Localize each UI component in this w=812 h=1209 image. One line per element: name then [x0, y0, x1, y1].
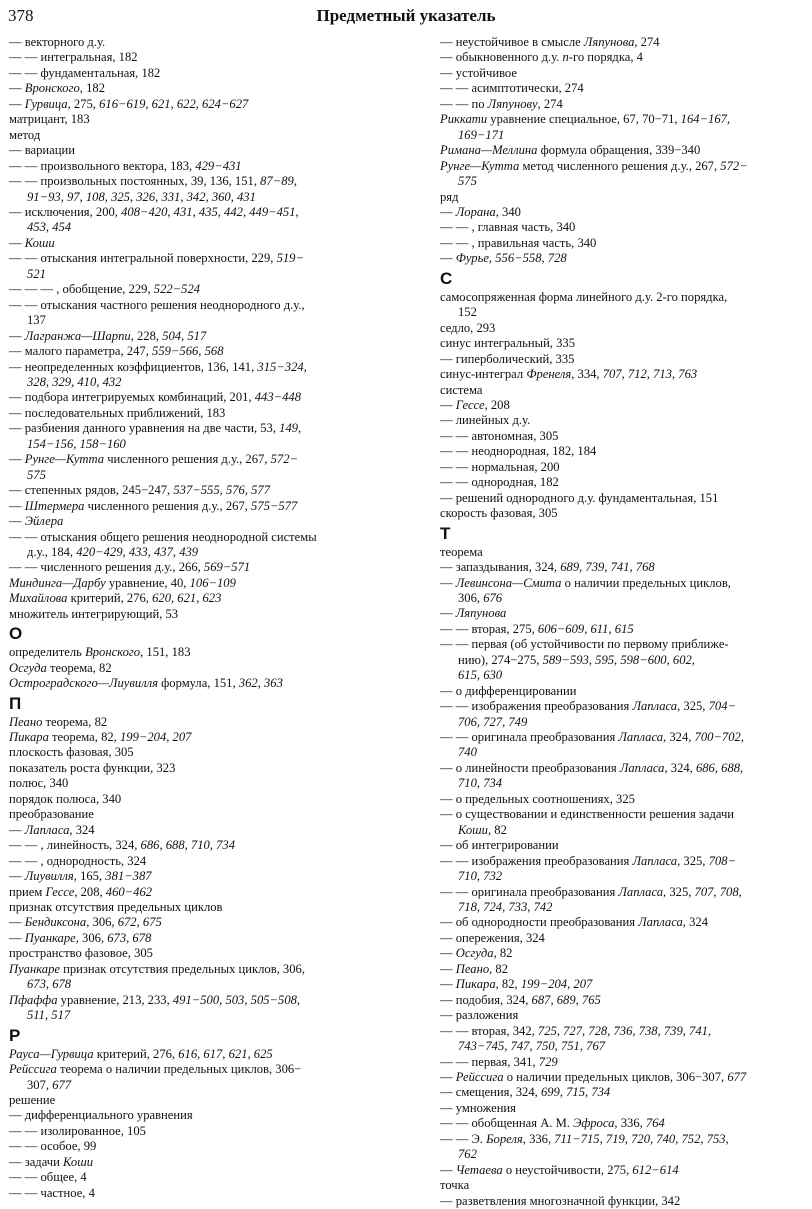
index-entry: — — первая (об устойчивости по первому приближе- — [440, 637, 729, 652]
index-entry: теорема — [440, 544, 483, 559]
page-number: 378 — [8, 6, 34, 25]
index-entry: — — особое, 99 — [9, 1139, 97, 1154]
index-entry: — Гурвица, 275, 616−619, 621, 622, 624−627 — [9, 96, 249, 111]
index-entry: — Эйлера — [9, 514, 64, 529]
index-entry: — дифференциального уравнения — [9, 1108, 193, 1123]
index-entry: — — изолированное, 105 — [9, 1123, 146, 1138]
index-entry: — об однородности преобразования Лапласа, 324 — [440, 915, 708, 930]
index-entry-continuation: 521 — [27, 266, 46, 281]
index-entry: — — , правильная часть, 340 — [440, 235, 597, 250]
index-entry-continuation: 718, 724, 733, 742 — [458, 900, 553, 915]
index-entry: — Ляпунова — [440, 606, 507, 621]
index-entry: — — интегральная, 182 — [9, 50, 138, 65]
index-entry: Риккати уравнение специальное, 67, 70−71, 164−167, — [440, 112, 731, 127]
index-entry: — задачи Коши — [9, 1154, 94, 1169]
index-entry: — Левинсона—Смита о наличии предельных циклов, — [440, 575, 731, 590]
index-entry: — — Э. Бореля, 336, 711−715, 719, 720, 740, 752, 753, — [440, 1131, 729, 1146]
index-entry: Пикара теорема, 82, 199−204, 207 — [9, 730, 192, 745]
index-entry: — неопределенных коэффициентов, 136, 141, 315−324, — [9, 359, 307, 374]
index-entry: полюс, 340 — [9, 776, 69, 791]
index-entry: — — нормальная, 200 — [440, 459, 560, 474]
index-entry: — — фундаментальная, 182 — [9, 65, 161, 80]
index-entry-continuation: 710, 734 — [458, 776, 503, 791]
index-entry-continuation: 137 — [27, 313, 46, 328]
index-entry: синус-интеграл Френеля, 334, 707, 712, 713, 763 — [440, 367, 698, 382]
index-entry: — Пикара, 82, 199−204, 207 — [440, 977, 593, 992]
index-entry-continuation: 615, 630 — [458, 668, 503, 683]
index-entry-continuation: 743−745, 747, 750, 751, 767 — [458, 1039, 606, 1054]
index-entry: — — изображения преобразования Лапласа, 325, 708− — [440, 853, 736, 868]
index-entry: — разложения — [440, 1008, 519, 1023]
index-entry: — — неоднородная, 182, 184 — [440, 444, 597, 459]
index-entry: — Лапласа, 324 — [9, 822, 95, 837]
index-entry: — Коши — [9, 235, 55, 250]
index-entry: — — по Ляпунову, 274 — [440, 96, 563, 111]
index-entry: — Четаева о неустойчивости, 275, 612−614 — [440, 1162, 679, 1177]
index-entry-continuation: 453, 454 — [27, 220, 72, 235]
index-entry: — Лиувилля, 165, 381−387 — [9, 869, 152, 884]
index-entry: — разбиения данного уравнения на две части, 53, 149, — [9, 421, 302, 436]
index-entry: порядок полюса, 340 — [9, 791, 122, 806]
index-entry: множитель интегрирующий, 53 — [9, 606, 179, 621]
index-entry-continuation: 306, 676 — [458, 590, 503, 605]
index-entry: — — оригинала преобразования Лапласа, 324, 700−702, — [440, 730, 744, 745]
index-entry: — вариации — [9, 143, 75, 158]
index-entry: — — отыскания частного решения неоднородного д.у., — [9, 297, 305, 312]
index-entry: — векторного д.у. — [9, 35, 106, 49]
index-entry: — гиперболический, 335 — [440, 351, 575, 366]
index-entry-continuation: 673, 678 — [27, 977, 72, 992]
index-entry: — подобия, 324, 687, 689, 765 — [440, 992, 601, 1007]
index-entry: — Рунге—Кутта численного решения д.у., 267, 572− — [9, 452, 299, 467]
index-entry-continuation: Коши, 82 — [458, 822, 507, 837]
index-entry: — Бендиксона, 306, 672, 675 — [9, 915, 162, 930]
index-entry: Рунге—Кутта метод численного решения д.у., 267, 572− — [440, 158, 748, 173]
section-letter: С — [440, 268, 453, 288]
index-entry: — запаздывания, 324, 689, 739, 741, 768 — [440, 560, 655, 575]
index-entry-continuation: 152 — [458, 305, 477, 320]
index-entry-continuation: 740 — [458, 745, 477, 760]
index-entry: — — отыскания общего решения неоднородной системы — [9, 529, 317, 544]
index-entry: — — произвольных постоянных, 39, 136, 151, 87−89, — [9, 174, 297, 189]
index-entry: — неустойчивое в смысле Ляпунова, 274 — [440, 35, 660, 49]
index-entry: — исключения, 200, 408−420, 431, 435, 442, 449−451, — [9, 204, 299, 219]
index-entry: Рейссига теорема о наличии предельных циклов, 306− — [9, 1062, 302, 1077]
index-entry: — — изображения преобразования Лапласа, 325, 704− — [440, 699, 736, 714]
index-entry: метод — [9, 127, 41, 142]
index-entry: — Пеано, 82 — [440, 961, 509, 976]
index-entry: — Фурье, 556−558, 728 — [440, 251, 567, 266]
index-entry-continuation: 710, 732 — [458, 869, 503, 884]
index-entry: Пуанкаре признак отсутствия предельных циклов, 306, — [9, 961, 305, 976]
index-entry: — — частное, 4 — [9, 1185, 95, 1200]
index-entry: показатель роста функции, 323 — [9, 760, 176, 775]
index-entry-continuation: 307, 677 — [27, 1077, 72, 1092]
index-entry: — степенных рядов, 245−247, 537−555, 576, 577 — [9, 483, 271, 498]
index-entry: — Гессе, 208 — [440, 397, 510, 412]
index-entry: — Лорана, 340 — [440, 204, 521, 219]
index-entry: — умножения — [440, 1100, 516, 1115]
index-entry: — решений однородного д.у. фундаментальная, 151 — [440, 490, 719, 505]
index-entry-continuation: д.у., 184, 420−429, 433, 437, 439 — [27, 544, 199, 559]
index-entry-continuation: 328, 329, 410, 432 — [27, 374, 122, 389]
index-entry: синус интегральный, 335 — [440, 336, 575, 351]
index-entry: матрицант, 183 — [9, 112, 90, 127]
index-entry: — — отыскания интегральной поверхности, 229, 519− — [9, 251, 304, 266]
index-entry: — — вторая, 275, 606−609, 611, 615 — [440, 621, 634, 636]
index-entry: — о предельных соотношениях, 325 — [440, 791, 635, 806]
index-entry: преобразование — [9, 807, 94, 822]
index-entry: Римана—Меллина формула обращения, 339−340 — [440, 143, 701, 158]
index-entry: — — первая, 341, 729 — [440, 1054, 558, 1069]
section-letter: П — [9, 693, 22, 713]
index-entry: Рауса—Гурвица критерий, 276, 616, 617, 621, 625 — [9, 1046, 273, 1061]
index-entry: прием Гессе, 208, 460−462 — [9, 884, 153, 899]
running-title: Предметный указатель — [316, 6, 496, 25]
section-letter: О — [9, 624, 23, 644]
index-entry-continuation: 91−93, 97, 108, 325, 326, 331, 342, 360, 431 — [27, 189, 256, 204]
index-entry: решение — [9, 1093, 56, 1107]
index-entry: — об интегрировании — [440, 838, 559, 853]
index-entry: — — , линейность, 324, 686, 688, 710, 734 — [9, 838, 235, 853]
index-entry: — Вронского, 182 — [9, 81, 105, 96]
index-entry: — смещения, 324, 699, 715, 734 — [440, 1085, 611, 1100]
index-entry: система — [440, 382, 483, 397]
index-entry: плоскость фазовая, 305 — [9, 745, 134, 760]
index-entry: самосопряженная форма линейного д.у. 2-го порядка, — [440, 289, 728, 304]
index-entry: — малого параметра, 247, 559−566, 568 — [9, 344, 224, 359]
index-entry-continuation: 575 — [27, 467, 46, 482]
index-entry: — — общее, 4 — [9, 1170, 87, 1185]
index-entry-continuation: нию), 274−275, 589−593, 595, 598−600, 602, — [458, 652, 695, 667]
index-entry: ряд — [440, 189, 459, 204]
index-entry: Осгуда теорема, 82 — [9, 660, 112, 675]
index-entry: — — вторая, 342, 725, 727, 728, 736, 738, 739, 741, — [440, 1023, 712, 1038]
index-entry-continuation: 511, 517 — [27, 1008, 71, 1023]
index-column-left — [9, 35, 379, 1201]
index-entry: — — , главная часть, 340 — [440, 220, 576, 235]
index-entry-continuation: 154−156, 158−160 — [27, 436, 126, 451]
index-entry: — Пуанкаре, 306, 673, 678 — [9, 930, 152, 945]
index-entry-continuation: 169−171 — [458, 127, 505, 142]
index-entry: Остроградского—Лиувилля формула, 151, 362, 363 — [9, 676, 283, 691]
index-entry: — Рейссига о наличии предельных циклов, 306−307, 677 — [440, 1070, 747, 1084]
index-entry: — — произвольного вектора, 183, 429−431 — [9, 158, 242, 173]
index-entry: — — однородная, 182 — [440, 475, 559, 490]
index-entry: — — автономная, 305 — [440, 428, 559, 443]
index-entry: — о существовании и единственности решения задачи — [440, 807, 735, 822]
index-entry: — Лагранжа—Шарпи, 228, 504, 517 — [9, 328, 207, 343]
index-entry: — Осгуда, 82 — [440, 946, 513, 961]
index-entry: — — обобщенная А. М. Эфроса, 336, 764 — [440, 1116, 665, 1131]
index-entry: определитель Вронского, 151, 183 — [9, 645, 191, 660]
index-entry: — — — , обобщение, 229, 522−524 — [9, 282, 201, 297]
index-entry: Михайлова критерий, 276, 620, 621, 623 — [9, 591, 222, 606]
index-entry: — — оригинала преобразования Лапласа, 325, 707, 708, — [440, 884, 742, 899]
section-letter: Т — [440, 523, 451, 543]
index-entry: — опережения, 324 — [440, 930, 545, 945]
index-entry: — — , однородность, 324 — [9, 853, 147, 868]
page-header — [6, 6, 806, 30]
index-entry: — Штермера численного решения д.у., 267, 575−577 — [9, 498, 298, 513]
index-entry: — о линейности преобразования Лапласа, 324, 686, 688, — [440, 760, 744, 775]
section-letter: Р — [9, 1025, 21, 1045]
index-entry: Пфаффа уравнение, 213, 233, 491−500, 503, 505−508, — [9, 992, 301, 1007]
index-entry-continuation: 706, 727, 749 — [458, 714, 528, 729]
index-entry-continuation: 575 — [458, 174, 477, 189]
index-entry: признак отсутствия предельных циклов — [9, 900, 223, 915]
index-entry: точка — [440, 1178, 470, 1193]
index-entry: скорость фазовая, 305 — [440, 506, 558, 521]
index-entry: — линейных д.у. — [440, 413, 531, 428]
index-entry: седло, 293 — [440, 320, 496, 335]
index-column-right — [440, 35, 806, 1209]
index-entry-continuation: 762 — [458, 1147, 477, 1162]
index-entry: пространство фазовое, 305 — [9, 946, 153, 961]
index-entry: — разветвления многозначной функции, 342 — [440, 1193, 681, 1208]
index-entry: — — асимптотически, 274 — [440, 81, 584, 96]
index-entry: — устойчивое — [440, 65, 517, 80]
index-entry: — о дифференцировании — [440, 683, 577, 698]
index-entry: — подбора интегрируемых комбинаций, 201, 443−448 — [9, 390, 302, 405]
index-entry: — последовательных приближений, 183 — [9, 405, 226, 420]
index-entry: — — численного решения д.у., 266, 569−571 — [9, 560, 251, 575]
index-entry: Миндинга—Дарбу уравнение, 40, 106−109 — [9, 575, 236, 590]
index-entry: Пеано теорема, 82 — [9, 714, 108, 729]
index-entry: — обыкновенного д.у. n-го порядка, 4 — [440, 50, 643, 65]
